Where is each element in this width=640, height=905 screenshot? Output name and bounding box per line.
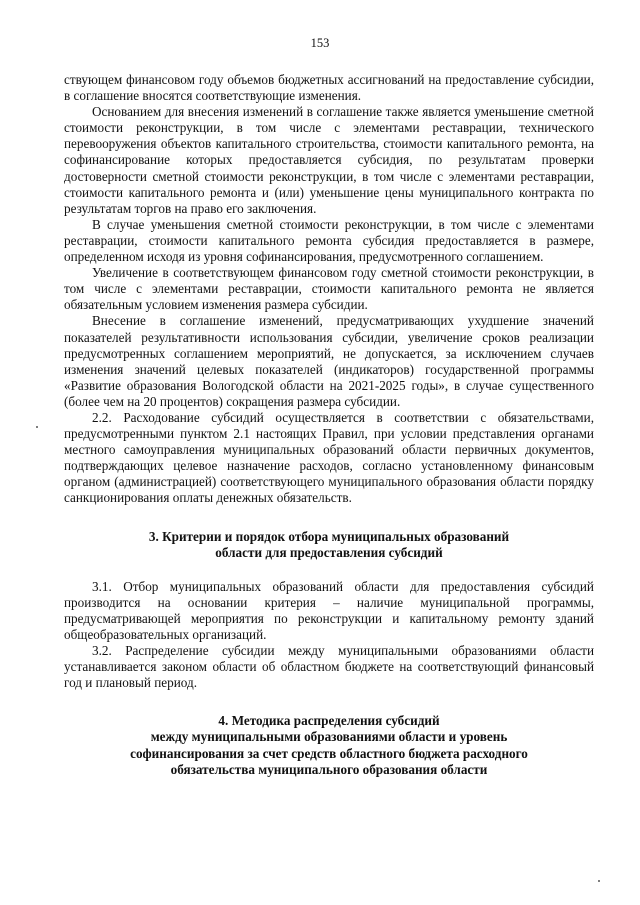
section-title-line: 4. Методика распределения субсидий (218, 713, 440, 729)
scan-speck (598, 880, 600, 882)
section-title-line: обязательства муниципального образования области (170, 761, 488, 777)
section-3-heading (64, 529, 594, 561)
scan-speck (36, 426, 38, 428)
paragraph: 3.1. Отбор муниципальных образований области для предоставления субсидий производится на основании критерия – наличие муниципальной программы, предусматривающей мероприятия по реконструкции и капитальному ремонту зданий общеобразовательных организаций. (64, 578, 594, 642)
paragraph: Основанием для внесения изменений в соглашение также является уменьшение сметной стоимости реконструкции, в том числе с элементами реставрации, технического перевооружения объектов капитального строительства, стоимости капитального ремонта, на софинансирование которых предоставляется субсидия, по результатам проверки достоверности сметной стоимости реконструкции, в том числе с элементами реставрации, стоимости капитального ремонта и (или) уменьшение цены муниципального контракта по результатам торгов на право его заключения. (64, 104, 594, 216)
paragraph: 3.2. Распределение субсидии между муниципальными образованиями области устанавливается законом области об областном бюджете на соответствующий финансовый год и плановый период. (64, 643, 594, 691)
paragraph: Увеличение в соответствующем финансовом году сметной стоимости реконструкции, в том числе с элементами реставрации, стоимости капитального ремонта не является обязательным условием изменения размера субсидии. (64, 265, 594, 313)
section-title-line: между муниципальными образованиями области и уровень (150, 729, 508, 745)
section-title-line: софинансирования за счет средств областного бюджета расходного (130, 745, 528, 761)
section-4-heading (64, 713, 594, 777)
paragraph: ствующем финансовом году объемов бюджетных ассигнований на предоставление субсидии, в соглашение вносятся соответствующие изменения. (64, 72, 594, 104)
page-number: 153 (310, 36, 330, 50)
paragraph: 2.2. Расходование субсидий осуществляется в соответствии с обязательствами, предусмотренными пунктом 2.1 настоящих Правил, при условии представления органами местного самоуправления муниципальных образований области первичных документов, подтверждающих целевое назначение расходов, согласно установленному финансовым органом (администрацией) соответствующего муниципального образования области порядку санкционирования оплаты денежных обязательств. (64, 409, 594, 506)
document-body (64, 72, 594, 778)
paragraph: В случае уменьшения сметной стоимости реконструкции, в том числе с элементами реставрации, стоимости капитального ремонта субсидия предоставляется в размере, определенном исходя из уровня софинансирования, предусмотренного соглашением. (64, 216, 594, 265)
paragraph: Внесение в соглашение изменений, предусматривающих ухудшение значений показателей результативности использования субсидии, увеличение сроков реализации предусмотренных соглашением мероприятий, не допускается, за исключением случаев изменения значений целевых показателей (индикаторов) государственной программы «Развитие образования Вологодской области на 2021-2025 годы», в случае существенного (более чем на 20 процентов) сокращения размера субсидии. (64, 313, 594, 409)
section-title-line: области для предоставления субсидий (215, 544, 443, 560)
section-title-line: 3. Критерии и порядок отбора муниципальных образований (148, 528, 510, 544)
